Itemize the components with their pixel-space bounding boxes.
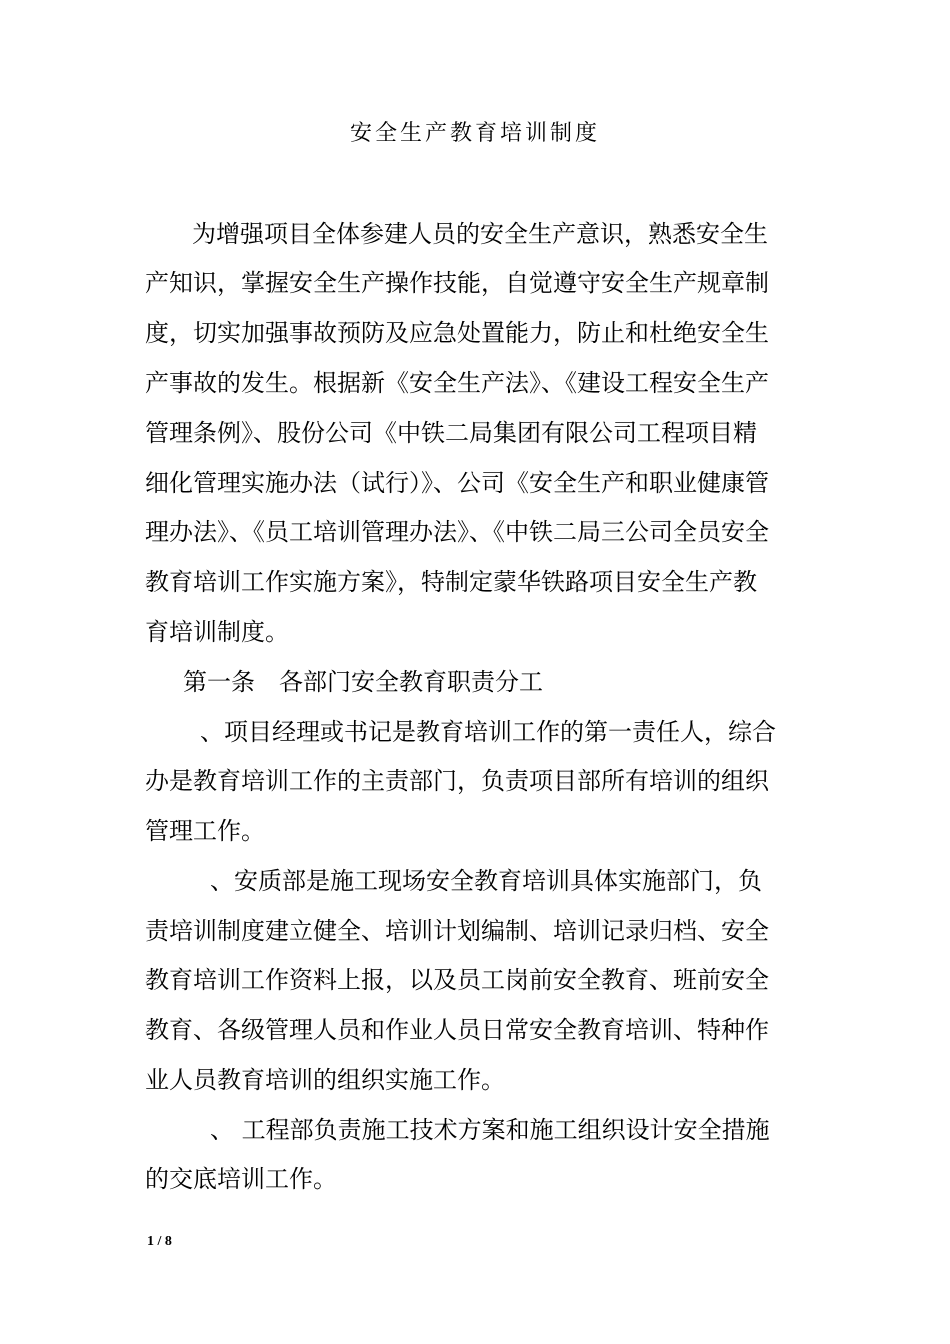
- article-heading: 第一条 各部门安全教育职责分工: [183, 668, 543, 696]
- paragraph-line: 产事故的发生。根据新《安全生产法》、《建设工程安全生产: [145, 369, 769, 397]
- paragraph-line: 的交底培训工作。: [145, 1165, 337, 1193]
- paragraph-line: 理办法》、《员工培训管理办法》、《中铁二局三公司全员安全: [145, 518, 769, 546]
- paragraph-line: 业人员教育培训的组织实施工作。: [145, 1066, 505, 1094]
- paragraph-line: 、安质部是施工现场安全教育培训具体实施部门，负: [210, 867, 762, 895]
- paragraph-line: 教育培训工作实施方案》，特制定蒙华铁路项目安全生产教: [145, 568, 757, 596]
- paragraph-line: 责培训制度建立健全、培训计划编制、培训记录归档、安全: [145, 917, 769, 945]
- paragraph-line: 、 工程部负责施工技术方案和施工组织设计安全措施: [210, 1116, 770, 1144]
- paragraph-line: 办是教育培训工作的主责部门，负责项目部所有培训的组织: [145, 767, 769, 795]
- paragraph-line: 管理工作。: [145, 817, 265, 845]
- paragraph-line: 教育、各级管理人员和作业人员日常安全教育培训、特种作: [145, 1016, 769, 1044]
- paragraph-line: 育培训制度。: [145, 618, 289, 646]
- paragraph-line: 细化管理实施办法（试行）》、公司《安全生产和职业健康管: [145, 469, 769, 497]
- paragraph-line: 管理条例》、股份公司《中铁二局集团有限公司工程项目精: [145, 419, 757, 447]
- paragraph-line: 产知识，掌握安全生产操作技能，自觉遵守安全生产规章制: [145, 269, 769, 297]
- page-number: 1 / 8: [147, 1234, 172, 1249]
- paragraph-line: 、项目经理或书记是教育培训工作的第一责任人，综合: [200, 718, 776, 746]
- paragraph-line: 度，切实加强事故预防及应急处置能力，防止和杜绝安全生: [145, 319, 769, 347]
- paragraph-line: 教育培训工作资料上报，以及员工岗前安全教育、班前安全: [145, 966, 769, 994]
- paragraph-line: 为增强项目全体参建人员的安全生产意识，熟悉安全生: [192, 220, 768, 248]
- document-title: 安全生产教育培训制度: [349, 121, 600, 146]
